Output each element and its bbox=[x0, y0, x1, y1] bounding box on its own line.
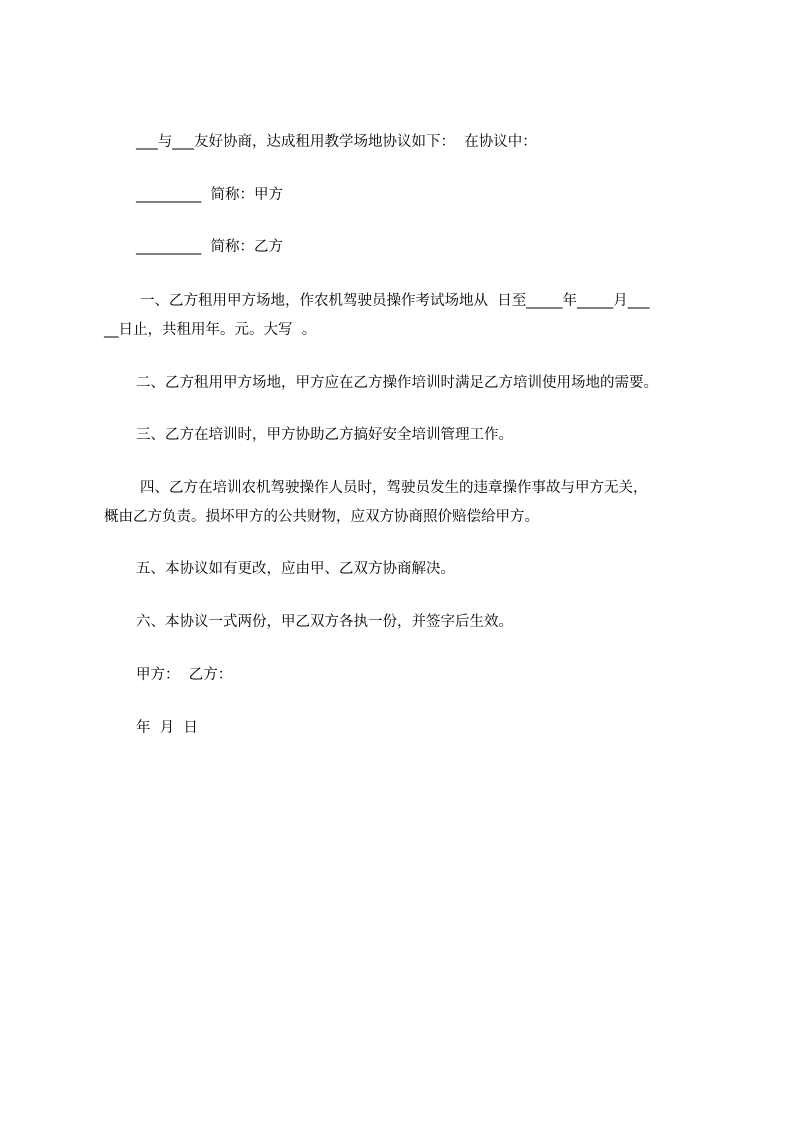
clause-1-line-2: __日止，共租用年。元。大写 。 bbox=[104, 322, 317, 338]
date-line: 年 月 日 bbox=[136, 720, 198, 736]
intro-paragraph: ___与___友好协商，达成租用教学场地协议如下： 在协议中： bbox=[136, 134, 537, 150]
clause-1-line-1: 一、乙方租用甲方场地，作农机驾驶员操作考试场地从 日至_____年_____月___ bbox=[140, 293, 650, 309]
clause-4-line-1: 四、乙方在培训农机驾驶操作人员时，驾驶员发生的违章操作事故与甲方无关， bbox=[140, 480, 648, 496]
clause-6: 六、本协议一式两份，甲乙双方各执一份，并签字后生效。 bbox=[136, 614, 513, 630]
party-a-line: _________ 简称：甲方 bbox=[136, 187, 283, 203]
clause-4-line-2: 概由乙方负责。损坏甲方的公共财物，应双方协商照价赔偿给甲方。 bbox=[104, 509, 539, 525]
party-b-line: _________ 简称：乙方 bbox=[136, 239, 283, 255]
clause-3: 三、乙方在培训时，甲方协助乙方搞好安全培训管理工作。 bbox=[136, 427, 513, 443]
signature-line: 甲方： 乙方： bbox=[136, 667, 233, 683]
clause-2: 二、乙方租用甲方场地，甲方应在乙方操作培训时满足乙方培训使用场地的需要。 bbox=[136, 375, 658, 391]
clause-5: 五、本协议如有更改，应由甲、乙双方协商解决。 bbox=[136, 561, 455, 577]
